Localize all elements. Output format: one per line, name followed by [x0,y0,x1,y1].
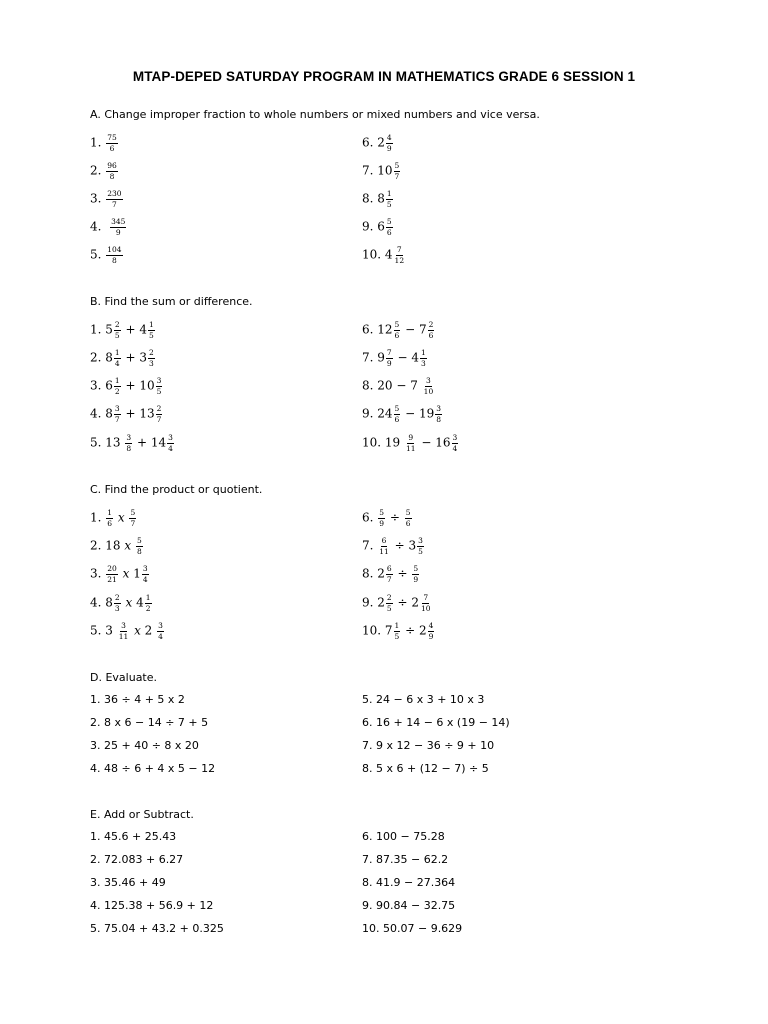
problem-c-8 [362,565,420,583]
denominator: 6 [394,330,400,340]
problem-number: 3. [90,191,106,206]
problem-number: 5. [90,435,106,450]
problem-d-1: 1. 36 ÷ 4 + 5 x 2 [90,693,185,706]
numerator: 3 [126,433,132,442]
numerator: 5 [394,161,400,170]
expression-text: 2 [377,566,385,581]
fraction [148,321,155,339]
numerator: 6 [386,564,392,573]
problem-number: 1. [90,135,106,150]
numerator: 5 [405,508,411,517]
problem-e-4: 4. 125.38 + 56.9 + 12 [90,899,214,912]
problem-a-6 [362,134,394,152]
section-heading-d: D. Evaluate. [90,671,158,684]
numerator: 5 [394,404,400,413]
problem-c-1 [90,509,137,527]
fraction [428,321,435,339]
problem-b-4 [90,405,163,423]
problem-e-8: 8. 41.9 − 27.364 [362,876,456,889]
page-title: MTAP-DEPED SATURDAY PROGRAM IN MATHEMATICS GRADE 6 SESSION 1 [132,69,636,84]
expression-text: ÷ 3 [390,538,417,553]
numerator: 2 [149,348,154,357]
numerator: 1 [394,621,400,630]
times-operator: x [114,510,129,525]
denominator: 11 [379,546,389,556]
expression-text: − 16 [417,435,451,450]
problem-b-7 [362,349,428,367]
problem-b-10 [362,434,459,452]
expression-text: 19 [384,435,404,450]
times-operator: x [130,623,145,638]
problem-a-7 [362,162,401,180]
problem-a-4 [90,218,127,236]
denominator: 9 [379,518,385,528]
problem-e-9: 9. 90.84 − 32.75 [362,899,456,912]
expression-text: 7 [384,623,393,638]
times-operator: x [118,566,134,581]
problem-b-8 [362,377,435,395]
problem-number: 6. [362,135,378,150]
fraction [167,434,174,452]
fraction [157,622,164,640]
fraction [156,377,163,395]
numerator: 5 [394,320,400,329]
expression-text: 4 [384,247,393,262]
problem-a-2 [90,162,119,180]
denominator: 8 [109,171,115,181]
denominator: 21 [107,574,117,584]
problem-d-3: 3. 25 + 40 ÷ 8 x 20 [90,739,199,752]
denominator: 8 [136,546,142,556]
problem-number: 4. [90,219,106,234]
numerator: 20 [107,564,117,573]
denominator: 7 [386,574,392,584]
problem-number: 8. [362,191,378,206]
fraction [420,594,432,612]
denominator: 4 [452,443,458,453]
denominator: 5 [386,603,392,613]
problem-b-6 [362,321,435,339]
numerator: 3 [142,564,148,573]
expression-text: 8 [377,191,385,206]
expression-text: 3 [105,623,117,638]
problem-e-10: 10. 50.07 − 9.629 [362,922,463,935]
problem-number: 7. [362,163,378,178]
fraction [106,190,122,208]
problem-b-2 [90,349,156,367]
numerator: 3 [121,621,126,630]
problem-c-6 [362,509,413,527]
problem-b-3 [90,377,163,395]
numerator: 1 [149,320,154,329]
denominator: 9 [386,358,392,368]
problem-number: 8. [362,566,378,581]
problem-c-10 [362,622,435,640]
denominator: 5 [114,330,120,340]
numerator: 345 [111,217,126,226]
problem-number: 2. [90,350,106,365]
fraction [417,537,424,555]
expression-text: 2 [144,623,157,638]
numerator: 2 [114,320,120,329]
numerator: 7 [423,593,429,602]
expression-text: 1 [133,566,141,581]
expression-text: 6 [105,378,113,393]
fraction [386,134,393,152]
denominator: 5 [156,386,162,396]
denominator: 6 [107,518,113,528]
denominator: 2 [114,386,120,396]
fraction [420,349,427,367]
numerator: 75 [107,133,117,142]
numerator: 4 [428,621,434,630]
times-operator: x [121,595,137,610]
fraction [386,218,393,236]
expression-text: 4 [136,595,144,610]
fraction [125,434,132,452]
fraction [386,594,393,612]
problem-number: 6. [362,510,378,525]
expression-text: 5 [105,322,113,337]
denominator: 6 [405,518,411,528]
problem-number: 9. [362,219,378,234]
problem-d-8: 8. 5 x 6 + (12 − 7) ÷ 5 [362,762,489,775]
fraction [378,537,390,555]
expression-text: 2 [377,135,385,150]
fraction [114,594,121,612]
expression-text: + 13 [121,406,155,421]
problem-d-4: 4. 48 ÷ 6 + 4 x 5 − 12 [90,762,216,775]
fraction [118,622,130,640]
problem-a-8 [362,190,394,208]
problem-d-5: 5. 24 − 6 x 3 + 10 x 3 [362,693,485,706]
numerator: 5 [413,564,419,573]
numerator: 5 [136,536,142,545]
expression-text: + 3 [121,350,148,365]
problem-b-5 [90,434,175,452]
section-heading-b: B. Find the sum or difference. [90,295,253,308]
expression-text: + 4 [121,322,148,337]
numerator: 3 [452,433,458,442]
numerator: 5 [130,508,136,517]
problem-number: 9. [362,406,378,421]
fraction [394,162,401,180]
denominator: 4 [114,358,120,368]
problem-number: 10. [362,623,385,638]
denominator: 4 [158,631,163,641]
numerator: 6 [381,536,387,545]
problem-number: 4. [90,406,106,421]
denominator: 4 [168,443,173,453]
numerator: 1 [145,593,151,602]
fraction [142,565,149,583]
problem-number: 2. [90,538,106,553]
problem-a-3 [90,190,124,208]
problem-e-2: 2. 72.083 + 6.27 [90,853,184,866]
expression-text: 18 [105,538,121,553]
fraction [114,405,121,423]
expression-text: 6 [377,219,385,234]
fraction [428,622,435,640]
problem-number: 6. [362,322,378,337]
denominator: 9 [386,143,392,153]
expression-text: ÷ [393,566,412,581]
fraction [106,509,113,527]
section-heading-e: E. Add or Subtract. [90,808,194,821]
section-heading-a: A. Change improper fraction to whole numbers or mixed numbers and vice versa. [90,108,540,121]
fraction [405,434,417,452]
problem-number: 3. [90,378,106,393]
problem-a-10 [362,246,406,264]
problem-number: 7. [362,350,378,365]
expression-text [105,220,109,234]
problem-a-5 [90,246,124,264]
problem-number: 7. [362,538,378,553]
denominator: 8 [436,414,442,424]
fraction [378,509,385,527]
expression-text: 20 − 7 [377,378,422,393]
numerator: 1 [114,348,120,357]
denominator: 12 [394,255,405,265]
problem-number: 3. [90,566,106,581]
problem-number: 1. [90,510,106,525]
denominator: 7 [156,414,162,424]
fraction [386,349,393,367]
numerator: 1 [114,376,120,385]
problem-d-2: 2. 8 x 6 − 14 ÷ 7 + 5 [90,716,209,729]
fraction [412,565,419,583]
problem-e-7: 7. 87.35 − 62.2 [362,853,449,866]
problem-c-5 [90,622,165,640]
denominator: 8 [112,255,117,265]
problem-c-4 [90,594,153,612]
times-operator: x [120,538,135,553]
numerator: 3 [418,536,423,545]
expression-text: 9 [377,350,385,365]
fraction [423,377,435,395]
fraction [394,321,401,339]
numerator: 3 [156,376,162,385]
fraction [106,565,118,583]
denominator: 6 [428,330,434,340]
expression-text: 8 [105,595,113,610]
problem-d-6: 6. 16 + 14 − 6 x (19 − 14) [362,716,510,729]
fraction [129,509,136,527]
fraction [435,405,442,423]
problem-e-3: 3. 35.46 + 49 [90,876,166,889]
numerator: 230 [107,189,122,198]
denominator: 7 [130,518,136,528]
denominator: 9 [428,631,434,641]
expression-text: 12 [377,322,393,337]
fraction [394,405,401,423]
problem-c-2 [90,537,144,555]
numerator: 5 [386,217,392,226]
denominator: 7 [394,171,400,181]
numerator: 9 [408,433,414,442]
denominator: 8 [126,443,132,453]
fraction [106,134,118,152]
problem-c-3 [90,565,150,583]
numerator: 1 [386,189,392,198]
problem-b-1 [90,321,156,339]
problem-number: 1. [90,322,106,337]
fraction [386,565,393,583]
fraction [156,405,163,423]
denominator: 2 [145,603,151,613]
numerator: 7 [386,348,392,357]
numerator: 104 [107,245,122,254]
numerator: 3 [426,376,431,385]
problem-a-1 [90,134,119,152]
numerator: 3 [436,404,442,413]
numerator: 7 [396,245,402,254]
problem-e-5: 5. 75.04 + 43.2 + 0.325 [90,922,224,935]
fraction [114,349,121,367]
numerator: 1 [421,348,426,357]
denominator: 10 [423,386,434,396]
denominator: 4 [142,574,148,584]
fraction [114,377,121,395]
problem-number: 10. [362,247,385,262]
denominator: 11 [406,443,416,453]
fraction [148,349,155,367]
problem-number: 5. [90,623,106,638]
denominator: 6 [386,227,392,237]
problem-number: 8. [362,378,378,393]
numerator: 5 [379,508,385,517]
problem-d-7: 7. 9 x 12 − 36 ÷ 9 + 10 [362,739,495,752]
denominator: 7 [114,414,120,424]
denominator: 6 [109,143,115,153]
expression-text: + 10 [121,378,155,393]
expression-text: 2 [377,595,385,610]
problem-c-7 [362,537,425,555]
expression-text: 24 [377,406,393,421]
numerator: 3 [158,621,163,630]
problem-c-9 [362,594,433,612]
denominator: 3 [149,358,154,368]
problem-a-9 [362,218,394,236]
fraction [114,321,121,339]
expression-text: − 19 [401,406,435,421]
fraction [110,218,126,236]
expression-text: 13 [105,435,125,450]
denominator: 7 [112,199,117,209]
fraction [386,190,393,208]
numerator: 3 [114,404,120,413]
denominator: 5 [394,631,400,641]
expression-text: ÷ 2 [401,623,427,638]
problem-number: 2. [90,163,106,178]
fraction [106,246,122,264]
expression-text: 8 [105,406,113,421]
problem-e-1: 1. 45.6 + 25.43 [90,830,177,843]
expression-text: ÷ [386,510,404,525]
section-heading-c: C. Find the product or quotient. [90,483,263,496]
expression-text: 8 [105,350,113,365]
numerator: 2 [114,593,120,602]
problem-number: 9. [362,595,378,610]
fraction [145,594,152,612]
fraction [405,509,412,527]
denominator: 5 [418,546,423,556]
numerator: 96 [107,161,117,170]
problem-number: 5. [90,247,106,262]
denominator: 3 [421,358,426,368]
fraction [394,246,406,264]
numerator: 1 [107,508,113,517]
fraction [136,537,143,555]
numerator: 2 [428,320,434,329]
fraction [394,622,401,640]
expression-text: 10 [377,163,393,178]
denominator: 10 [421,603,431,613]
numerator: 4 [386,133,392,142]
expression-text: − 4 [393,350,420,365]
expression-text: − 7 [401,322,427,337]
problem-number: 4. [90,595,106,610]
denominator: 5 [386,199,392,209]
denominator: 3 [114,603,120,613]
problem-b-9 [362,405,443,423]
problem-e-6: 6. 100 − 75.28 [362,830,445,843]
numerator: 3 [168,433,173,442]
denominator: 9 [413,574,419,584]
fraction [106,162,118,180]
denominator: 6 [394,414,400,424]
expression-text: ÷ 2 [393,595,420,610]
denominator: 11 [118,631,129,641]
problem-number: 10. [362,435,385,450]
fraction [452,434,459,452]
numerator: 2 [156,404,162,413]
denominator: 9 [115,227,121,237]
denominator: 5 [149,330,154,340]
numerator: 2 [386,593,392,602]
expression-text: + 14 [133,435,167,450]
